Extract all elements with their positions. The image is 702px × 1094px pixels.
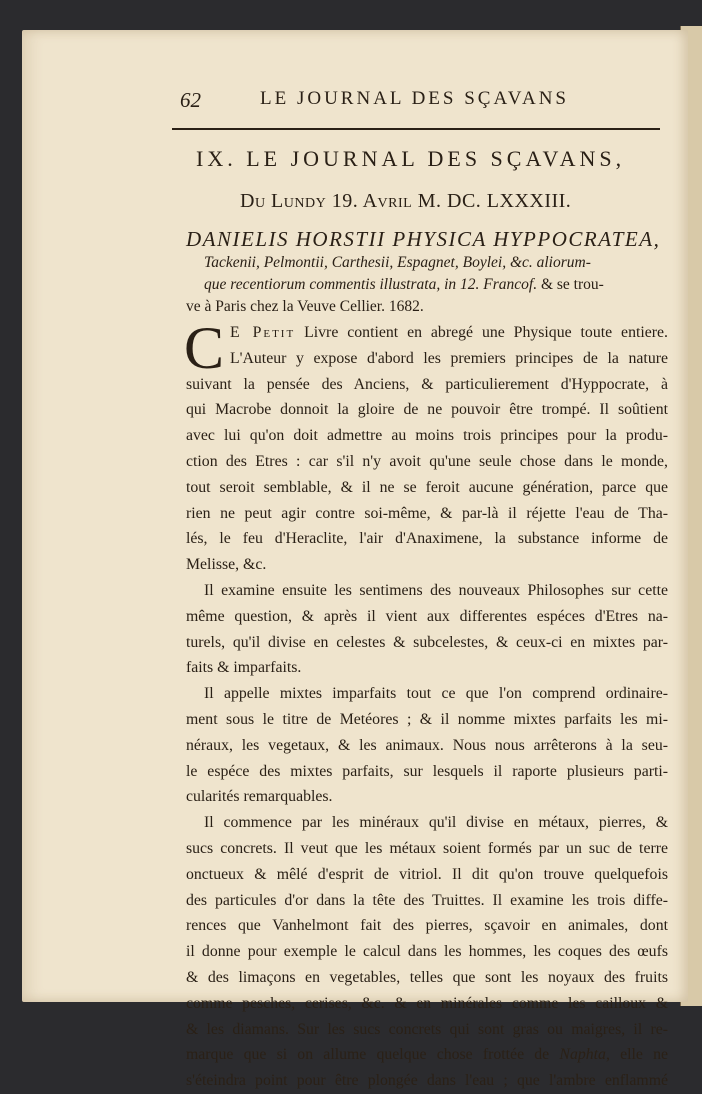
text-line: lés, le feu d'Heraclite, l'air d'Anaximene, la substance informe de bbox=[186, 530, 668, 548]
text-line: néraux, les vegetaux, & les animaux. Nous nous arrêterons à la seu- bbox=[186, 736, 668, 754]
paragraph-2 bbox=[186, 578, 668, 681]
lead-caps: E Petit bbox=[230, 324, 296, 341]
text-run: marque que si on allume quelque chose frottée de bbox=[186, 1046, 560, 1064]
paragraph-4 bbox=[186, 810, 668, 1094]
text-line bbox=[186, 1042, 668, 1068]
section-title: IX. LE JOURNAL DES SÇAVANS, bbox=[196, 146, 626, 171]
citation-line-4: ve à Paris chez la Veuve Cellier. 1682. bbox=[186, 298, 424, 315]
text-line: comme pesches, cerises, &c. & en minérales comme les cailloux & bbox=[186, 994, 668, 1012]
text-line: avec lui qu'on doit admettre au moins trois principes pour la produ- bbox=[186, 427, 668, 445]
text-line: Il appelle mixtes imparfaits tout ce que l'on comprend ordinaire- bbox=[204, 685, 668, 703]
book-citation bbox=[186, 228, 666, 318]
citation-line-3 bbox=[186, 274, 666, 296]
text-run: , elle ne bbox=[605, 1046, 668, 1064]
text-line: des particules d'or dans la tête des Truittes. Il examine les trois diffe- bbox=[186, 891, 668, 909]
text-line: ment sous le titre de Metéores ; & il nomme mixtes parfaits les mi- bbox=[186, 710, 668, 728]
text-line: faits & imparfaits. bbox=[186, 659, 302, 677]
text-line: tout seroit semblable, & il ne se feroit aucune génération, parce que bbox=[186, 478, 668, 496]
text-line: & les diamans. Sur les sucs concrets qui sont gras ou maigres, il re- bbox=[186, 1020, 668, 1038]
drop-cap: C bbox=[184, 315, 225, 381]
text-line: le espéce des mixtes parfaits, sur lesquels il raporte plusieurs parti- bbox=[186, 762, 668, 780]
lead-rest: Livre contient en abregé une Physique toute entiere. bbox=[295, 324, 668, 341]
text-line: rences que Vanhelmont fait des pierres, sçavoir en animales, dont bbox=[186, 917, 668, 935]
text-line: Melisse, &c. bbox=[186, 556, 267, 574]
text-line: turels, qu'il divise en celestes & subcelestes, & ceux-ci en mixtes par- bbox=[186, 633, 668, 651]
italic-term: Naphta bbox=[559, 1046, 606, 1064]
text-line: qui Macrobe donnoit la gloire de ne pouvoir être trompé. Il soûtient bbox=[186, 401, 668, 419]
book-title: DANIELIS HORSTII PHYSICA HYPPOCRATEA, bbox=[186, 227, 661, 251]
paragraph-1 bbox=[184, 315, 668, 578]
issue-date: Du Lundy 19. Avril M. DC. LXXXIII. bbox=[240, 190, 572, 212]
citation-line-2: Tackenii, Pelmontii, Carthesii, Espagnet, Boylei, &c. aliorum- bbox=[204, 254, 591, 271]
text-line: L'Auteur y expose d'abord les premiers principes de la nature bbox=[230, 349, 668, 367]
citation-line-3-italic: que recentiorum commentis illustrata, in 12. Francof. bbox=[204, 276, 538, 293]
text-line: s'éteindra point pour être plongée dans l'eau ; que l'ambre enflammé bbox=[186, 1072, 668, 1090]
text-line: Il examine ensuite les sentimens des nouveaux Philosophes sur cette bbox=[204, 581, 668, 599]
text-line: cularités remarquables. bbox=[186, 788, 333, 806]
text-line: & des limaçons en vegetables, telles que sont les noyaux des fruits bbox=[186, 968, 668, 986]
article-body bbox=[184, 315, 668, 1094]
paragraph-3 bbox=[186, 681, 668, 810]
text-line: suivant la pensée des Anciens, & particulierement d'Hyppocrate, à bbox=[186, 375, 668, 393]
text-line: rien ne peut agir contre soi-même, & par-là il réjette l'eau de Tha- bbox=[186, 504, 668, 522]
text-line: ction des Etres : car s'il n'y avoit qu'une seule chose dans le monde, bbox=[186, 452, 668, 470]
text-line: Il commence par les minéraux qu'il divise en métaux, pierres, & bbox=[204, 814, 668, 832]
citation-line-3-roman: & se trou- bbox=[537, 276, 604, 293]
page-number: 62 bbox=[180, 88, 201, 112]
running-title: LE JOURNAL DES SÇAVANS bbox=[260, 88, 570, 109]
text-line: il donne pour exemple le calcul dans les hommes, les coques des œufs bbox=[186, 943, 668, 961]
text-line: onctueux & mêlé d'esprit de vitriol. Il dit qu'on trouve quelquefois bbox=[186, 865, 668, 883]
header-rule bbox=[172, 128, 660, 130]
text-line bbox=[186, 320, 668, 346]
text-line: même question, & après il vient aux differentes espéces d'Etres na- bbox=[186, 607, 668, 625]
text-line: sucs concrets. Il veut que les métaux soient formés par un suc de terre bbox=[186, 839, 668, 857]
